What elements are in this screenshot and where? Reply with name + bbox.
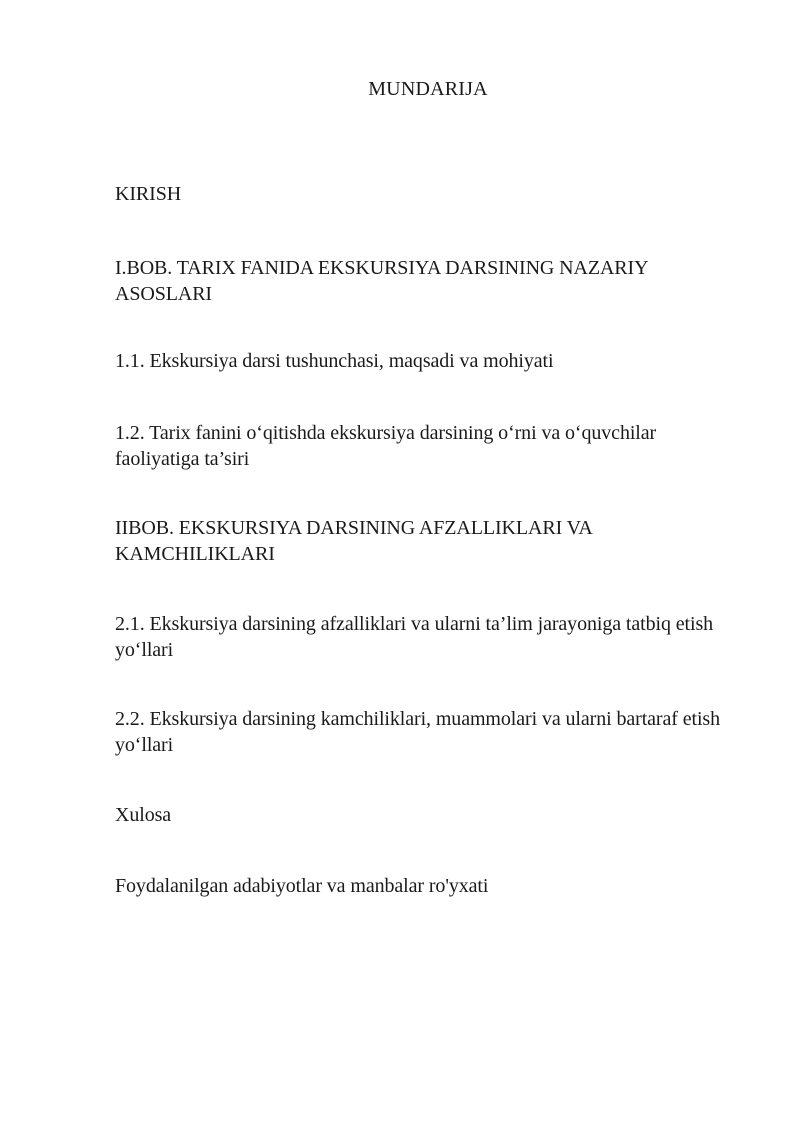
toc-entry-section-2-2: 2.2. Ekskursiya darsining kamchiliklari, muammolari va ularni bartaraf etish yo‘llari (115, 708, 721, 756)
toc-entry-section-1-1: 1.1. Ekskursiya darsi tushunchasi, maqsadi va mohiyati (115, 350, 554, 372)
toc-entry-chapter-2: IIBOB. EKSKURSIYA DARSINING AFZALLIKLARI VA KAMCHILIKLARI (115, 517, 592, 565)
toc-entry-chapter-1: I.BOB. TARIX FANIDA EKSKURSIYA DARSINING NAZARIY ASOSLARI (115, 257, 648, 305)
toc-entry-xulosa: Xulosa (115, 804, 172, 826)
toc-entry-section-2-1: 2.1. Ekskursiya darsining afzalliklari va ularni ta’lim jarayoniga tatbiq etish yo‘llari (115, 613, 714, 661)
toc-entry-kirish: KIRISH (115, 183, 182, 205)
toc-entry-section-1-2: 1.2. Tarix fanini o‘qitishda ekskursiya darsining o‘rni va o‘quvchilar faoliyatiga ta’siri (115, 422, 657, 470)
page-title: MUNDARIJA (368, 78, 488, 100)
toc-entry-references: Foydalanilgan adabiyotlar va manbalar ro'yxati (115, 875, 489, 897)
